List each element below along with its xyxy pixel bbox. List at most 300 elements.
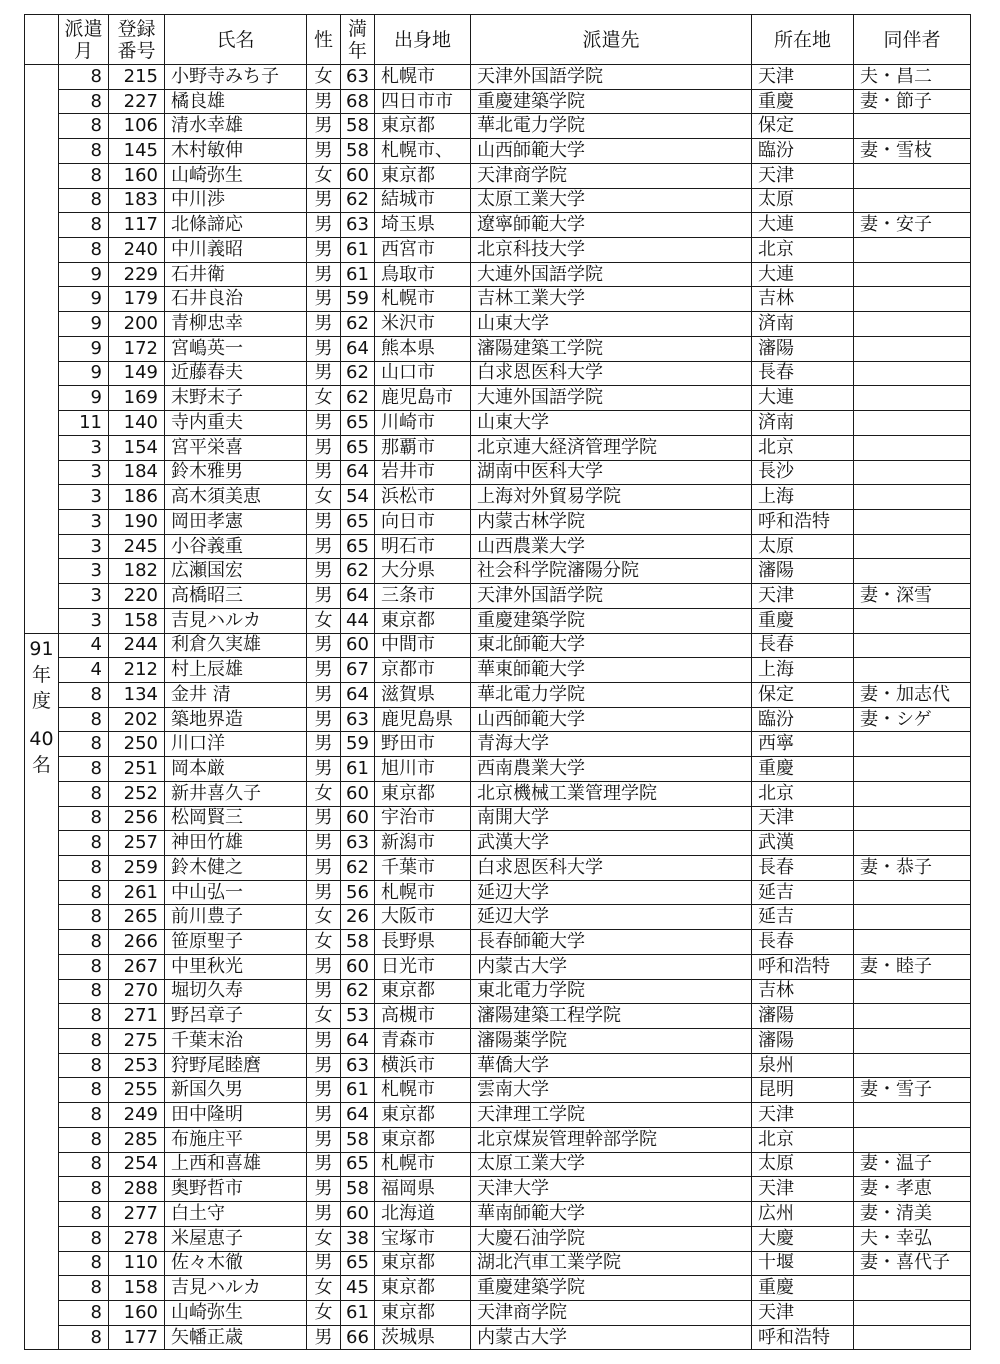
- cell-sex: 女: [307, 65, 341, 90]
- cell-location: 西寧: [752, 732, 854, 757]
- cell-month: 8: [59, 1103, 109, 1128]
- table-row: [25, 336, 971, 361]
- table-row: [25, 1078, 971, 1103]
- cell-age: 60: [341, 163, 375, 188]
- header-origin: 出身地: [375, 15, 471, 65]
- cell-location: 重慶: [752, 1276, 854, 1301]
- cell-origin: 埼玉県: [375, 213, 471, 238]
- cell-age: 63: [341, 1053, 375, 1078]
- cell-location: 武漢: [752, 831, 854, 856]
- cell-companion: [854, 411, 971, 436]
- cell-location: 瀋陽: [752, 1004, 854, 1029]
- cell-month: 8: [59, 238, 109, 263]
- table-row: [25, 1202, 971, 1227]
- cell-origin: 熊本県: [375, 336, 471, 361]
- cell-name: 利倉久実雄: [165, 633, 307, 658]
- cell-sex: 女: [307, 608, 341, 633]
- cell-month: 8: [59, 806, 109, 831]
- cell-destination: 天津外国語学院: [471, 584, 752, 609]
- cell-companion: 夫・昌二: [854, 65, 971, 90]
- cell-destination: 北京煤炭管理幹部学院: [471, 1127, 752, 1152]
- cell-origin: 東京都: [375, 781, 471, 806]
- table-row: [25, 509, 971, 534]
- cell-companion: 妻・加志代: [854, 682, 971, 707]
- cell-age: 59: [341, 732, 375, 757]
- cell-origin: 浜松市: [375, 485, 471, 510]
- cell-location: 北京: [752, 435, 854, 460]
- cell-age: 61: [341, 262, 375, 287]
- cell-registration-number: 145: [109, 139, 165, 164]
- cell-registration-number: 220: [109, 584, 165, 609]
- cell-name: 奥野哲市: [165, 1177, 307, 1202]
- cell-name: 笹原聖子: [165, 930, 307, 955]
- cell-companion: [854, 608, 971, 633]
- cell-destination: 瀋陽建築工学院: [471, 336, 752, 361]
- cell-companion: [854, 485, 971, 510]
- cell-sex: 男: [307, 336, 341, 361]
- roster-table-wrapper: [24, 14, 971, 1350]
- cell-age: 58: [341, 139, 375, 164]
- cell-sex: 女: [307, 781, 341, 806]
- cell-sex: 男: [307, 806, 341, 831]
- cell-sex: 男: [307, 1053, 341, 1078]
- cell-age: 64: [341, 336, 375, 361]
- cell-name: 佐々木徹: [165, 1251, 307, 1276]
- cell-month: 3: [59, 559, 109, 584]
- cell-companion: [854, 880, 971, 905]
- cell-registration-number: 259: [109, 856, 165, 881]
- table-row: [25, 1152, 971, 1177]
- cell-origin: 滋賀県: [375, 682, 471, 707]
- cell-destination: 大連外国語学院: [471, 262, 752, 287]
- cell-age: 61: [341, 757, 375, 782]
- cell-registration-number: 215: [109, 65, 165, 90]
- table-row: [25, 485, 971, 510]
- cell-location: 天津: [752, 806, 854, 831]
- cell-registration-number: 117: [109, 213, 165, 238]
- table-row: [25, 534, 971, 559]
- cell-companion: 妻・孝恵: [854, 1177, 971, 1202]
- table-row: [25, 1053, 971, 1078]
- cell-sex: 女: [307, 1300, 341, 1325]
- cell-month: 8: [59, 930, 109, 955]
- cell-location: 吉林: [752, 287, 854, 312]
- cell-registration-number: 250: [109, 732, 165, 757]
- section-label-part: 40: [29, 727, 54, 750]
- cell-destination: 天津外国語学院: [471, 65, 752, 90]
- cell-location: 瀋陽: [752, 1029, 854, 1054]
- cell-registration-number: 149: [109, 361, 165, 386]
- cell-companion: 妻・睦子: [854, 954, 971, 979]
- cell-sex: 男: [307, 658, 341, 683]
- cell-name: 高橋昭三: [165, 584, 307, 609]
- cell-registration-number: 271: [109, 1004, 165, 1029]
- cell-month: 8: [59, 139, 109, 164]
- cell-name: 中山弘一: [165, 880, 307, 905]
- cell-month: 8: [59, 1078, 109, 1103]
- cell-companion: [854, 163, 971, 188]
- cell-month: 8: [59, 757, 109, 782]
- cell-location: 大連: [752, 386, 854, 411]
- cell-companion: [854, 262, 971, 287]
- cell-destination: 山東大学: [471, 411, 752, 436]
- cell-registration-number: 252: [109, 781, 165, 806]
- cell-sex: 男: [307, 1325, 341, 1350]
- cell-destination: 山西師範大学: [471, 707, 752, 732]
- cell-month: 9: [59, 312, 109, 337]
- cell-registration-number: 288: [109, 1177, 165, 1202]
- cell-origin: 米沢市: [375, 312, 471, 337]
- cell-destination: 華北電力学院: [471, 114, 752, 139]
- cell-name: 中里秋光: [165, 954, 307, 979]
- cell-location: 大連: [752, 213, 854, 238]
- cell-registration-number: 257: [109, 831, 165, 856]
- cell-companion: [854, 386, 971, 411]
- cell-age: 62: [341, 188, 375, 213]
- cell-companion: [854, 114, 971, 139]
- cell-age: 64: [341, 1103, 375, 1128]
- cell-destination: 上海対外貿易学院: [471, 485, 752, 510]
- table-row: [25, 411, 971, 436]
- cell-origin: 日光市: [375, 954, 471, 979]
- cell-origin: 東京都: [375, 1127, 471, 1152]
- cell-sex: 男: [307, 460, 341, 485]
- cell-location: 北京: [752, 781, 854, 806]
- cell-age: 62: [341, 979, 375, 1004]
- cell-age: 65: [341, 411, 375, 436]
- cell-origin: 東京都: [375, 1103, 471, 1128]
- cell-companion: [854, 312, 971, 337]
- section-header-cell: [25, 15, 59, 65]
- cell-origin: 那覇市: [375, 435, 471, 460]
- table-row: [25, 262, 971, 287]
- cell-location: 天津: [752, 1103, 854, 1128]
- cell-name: 山崎弥生: [165, 1300, 307, 1325]
- cell-destination: 天津大学: [471, 1177, 752, 1202]
- cell-month: 9: [59, 262, 109, 287]
- table-row: [25, 1251, 971, 1276]
- table-row: [25, 880, 971, 905]
- cell-origin: 東京都: [375, 1251, 471, 1276]
- cell-registration-number: 106: [109, 114, 165, 139]
- cell-origin: 東京都: [375, 1300, 471, 1325]
- cell-age: 62: [341, 361, 375, 386]
- header-companion: 同伴者: [854, 15, 971, 65]
- cell-companion: [854, 435, 971, 460]
- cell-age: 56: [341, 880, 375, 905]
- cell-month: 8: [59, 781, 109, 806]
- table-row: [25, 781, 971, 806]
- cell-registration-number: 200: [109, 312, 165, 337]
- cell-destination: 長春師範大学: [471, 930, 752, 955]
- cell-registration-number: 154: [109, 435, 165, 460]
- cell-month: 3: [59, 460, 109, 485]
- cell-origin: 宇治市: [375, 806, 471, 831]
- cell-location: 長沙: [752, 460, 854, 485]
- cell-sex: 男: [307, 238, 341, 263]
- cell-month: 8: [59, 954, 109, 979]
- cell-name: 末野末子: [165, 386, 307, 411]
- cell-location: 呼和浩特: [752, 1325, 854, 1350]
- cell-origin: 山口市: [375, 361, 471, 386]
- cell-location: 重慶: [752, 757, 854, 782]
- table-row: [25, 1004, 971, 1029]
- cell-age: 45: [341, 1276, 375, 1301]
- cell-registration-number: 140: [109, 411, 165, 436]
- cell-location: 保定: [752, 682, 854, 707]
- cell-name: 岡田孝憲: [165, 509, 307, 534]
- cell-sex: 男: [307, 954, 341, 979]
- cell-origin: 東京都: [375, 163, 471, 188]
- cell-sex: 男: [307, 361, 341, 386]
- cell-companion: [854, 1004, 971, 1029]
- cell-sex: 男: [307, 707, 341, 732]
- cell-companion: [854, 1127, 971, 1152]
- cell-companion: 妻・雪枝: [854, 139, 971, 164]
- cell-age: 61: [341, 1078, 375, 1103]
- cell-sex: 女: [307, 905, 341, 930]
- cell-destination: 吉林工業大学: [471, 287, 752, 312]
- cell-sex: 女: [307, 930, 341, 955]
- table-row: [25, 930, 971, 955]
- cell-location: 長春: [752, 633, 854, 658]
- cell-companion: [854, 1029, 971, 1054]
- cell-month: 8: [59, 1300, 109, 1325]
- cell-companion: [854, 460, 971, 485]
- cell-location: 天津: [752, 584, 854, 609]
- roster-body: [25, 65, 971, 1350]
- cell-month: 3: [59, 584, 109, 609]
- cell-sex: 男: [307, 213, 341, 238]
- cell-sex: 男: [307, 411, 341, 436]
- cell-sex: 男: [307, 435, 341, 460]
- table-row: [25, 633, 971, 658]
- cell-age: 65: [341, 1152, 375, 1177]
- cell-location: 重慶: [752, 89, 854, 114]
- cell-companion: 妻・温子: [854, 1152, 971, 1177]
- cell-age: 38: [341, 1226, 375, 1251]
- cell-age: 58: [341, 1127, 375, 1152]
- cell-sex: 男: [307, 1152, 341, 1177]
- cell-sex: 男: [307, 1103, 341, 1128]
- table-row: [25, 608, 971, 633]
- cell-month: 8: [59, 732, 109, 757]
- cell-name: 高木須美恵: [165, 485, 307, 510]
- cell-origin: 千葉市: [375, 856, 471, 881]
- cell-name: 上西和喜雄: [165, 1152, 307, 1177]
- cell-registration-number: 267: [109, 954, 165, 979]
- cell-age: 63: [341, 65, 375, 90]
- cell-registration-number: 186: [109, 485, 165, 510]
- cell-name: 千葉末治: [165, 1029, 307, 1054]
- table-row: [25, 806, 971, 831]
- cell-month: 8: [59, 65, 109, 90]
- cell-sex: 男: [307, 1202, 341, 1227]
- table-row: [25, 954, 971, 979]
- cell-month: 8: [59, 1029, 109, 1054]
- cell-origin: 札幌市、: [375, 139, 471, 164]
- cell-location: 大慶: [752, 1226, 854, 1251]
- cell-sex: 男: [307, 584, 341, 609]
- cell-name: 松岡賢三: [165, 806, 307, 831]
- cell-location: 太原: [752, 188, 854, 213]
- cell-destination: 西南農業大学: [471, 757, 752, 782]
- cell-age: 61: [341, 238, 375, 263]
- cell-origin: 鳥取市: [375, 262, 471, 287]
- cell-name: 米屋恵子: [165, 1226, 307, 1251]
- cell-name: 堀切久寿: [165, 979, 307, 1004]
- cell-registration-number: 265: [109, 905, 165, 930]
- cell-origin: 明石市: [375, 534, 471, 559]
- cell-companion: [854, 658, 971, 683]
- cell-destination: 社会科学院瀋陽分院: [471, 559, 752, 584]
- cell-origin: 大分県: [375, 559, 471, 584]
- cell-sex: 男: [307, 559, 341, 584]
- cell-origin: 鹿児島県: [375, 707, 471, 732]
- cell-registration-number: 255: [109, 1078, 165, 1103]
- cell-location: 呼和浩特: [752, 954, 854, 979]
- cell-registration-number: 278: [109, 1226, 165, 1251]
- cell-destination: 重慶建築学院: [471, 608, 752, 633]
- cell-origin: 茨城県: [375, 1325, 471, 1350]
- cell-age: 58: [341, 1177, 375, 1202]
- cell-location: 済南: [752, 411, 854, 436]
- cell-name: 山崎弥生: [165, 163, 307, 188]
- cell-origin: 横浜市: [375, 1053, 471, 1078]
- cell-name: 石井良治: [165, 287, 307, 312]
- cell-name: 宮平栄喜: [165, 435, 307, 460]
- cell-registration-number: 244: [109, 633, 165, 658]
- cell-sex: 男: [307, 312, 341, 337]
- cell-month: 8: [59, 1152, 109, 1177]
- table-row: [25, 707, 971, 732]
- cell-destination: 重慶建築学院: [471, 1276, 752, 1301]
- cell-age: 53: [341, 1004, 375, 1029]
- cell-location: 長春: [752, 930, 854, 955]
- table-row: [25, 979, 971, 1004]
- cell-destination: 大慶石油学院: [471, 1226, 752, 1251]
- cell-sex: 男: [307, 732, 341, 757]
- cell-age: 60: [341, 1202, 375, 1227]
- cell-name: 木村敏伸: [165, 139, 307, 164]
- cell-registration-number: 184: [109, 460, 165, 485]
- cell-location: 大連: [752, 262, 854, 287]
- cell-origin: 宝塚市: [375, 1226, 471, 1251]
- cell-destination: 重慶建築学院: [471, 89, 752, 114]
- cell-location: 瀋陽: [752, 559, 854, 584]
- cell-age: 64: [341, 584, 375, 609]
- section-label-part: 度: [31, 689, 51, 712]
- cell-companion: 妻・雪子: [854, 1078, 971, 1103]
- cell-sex: 女: [307, 163, 341, 188]
- cell-origin: 西宮市: [375, 238, 471, 263]
- cell-origin: 新潟市: [375, 831, 471, 856]
- table-row: [25, 1177, 971, 1202]
- cell-name: 田中隆明: [165, 1103, 307, 1128]
- cell-name: 石井衛: [165, 262, 307, 287]
- cell-registration-number: 212: [109, 658, 165, 683]
- cell-name: 前川豊子: [165, 905, 307, 930]
- cell-registration-number: 285: [109, 1127, 165, 1152]
- cell-name: 築地界造: [165, 707, 307, 732]
- header-row: [25, 15, 971, 65]
- header-location: 所在地: [752, 15, 854, 65]
- section-label-part: 91: [29, 637, 54, 660]
- cell-location: 済南: [752, 312, 854, 337]
- section-label-part: 年: [31, 663, 51, 686]
- cell-age: 62: [341, 312, 375, 337]
- cell-destination: 天津商学院: [471, 1300, 752, 1325]
- cell-age: 60: [341, 781, 375, 806]
- header-age: 満 年: [341, 15, 375, 65]
- cell-location: 北京: [752, 1127, 854, 1152]
- table-row: [25, 732, 971, 757]
- cell-name: 橘良雄: [165, 89, 307, 114]
- table-row: [25, 89, 971, 114]
- cell-month: 8: [59, 856, 109, 881]
- cell-destination: 雲南大学: [471, 1078, 752, 1103]
- cell-destination: 内蒙古林学院: [471, 509, 752, 534]
- cell-name: 小谷義重: [165, 534, 307, 559]
- cell-location: 昆明: [752, 1078, 854, 1103]
- cell-name: 新井喜久子: [165, 781, 307, 806]
- cell-origin: 三条市: [375, 584, 471, 609]
- cell-origin: 大阪市: [375, 905, 471, 930]
- table-row: [25, 361, 971, 386]
- table-row: [25, 831, 971, 856]
- cell-registration-number: 158: [109, 1276, 165, 1301]
- cell-companion: 妻・清美: [854, 1202, 971, 1227]
- cell-origin: 京都市: [375, 658, 471, 683]
- cell-registration-number: 229: [109, 262, 165, 287]
- cell-name: 鈴木健之: [165, 856, 307, 881]
- cell-registration-number: 277: [109, 1202, 165, 1227]
- cell-location: 北京: [752, 238, 854, 263]
- cell-origin: 東京都: [375, 1276, 471, 1301]
- cell-month: 9: [59, 336, 109, 361]
- cell-name: 川口洋: [165, 732, 307, 757]
- cell-age: 59: [341, 287, 375, 312]
- cell-month: 3: [59, 534, 109, 559]
- cell-origin: 東京都: [375, 114, 471, 139]
- cell-companion: [854, 757, 971, 782]
- cell-registration-number: 256: [109, 806, 165, 831]
- cell-destination: 山西農業大学: [471, 534, 752, 559]
- cell-origin: 中間市: [375, 633, 471, 658]
- table-row: [25, 559, 971, 584]
- table-row: [25, 1325, 971, 1350]
- cell-age: 63: [341, 213, 375, 238]
- cell-registration-number: 251: [109, 757, 165, 782]
- cell-location: 泉州: [752, 1053, 854, 1078]
- cell-origin: 鹿児島市: [375, 386, 471, 411]
- cell-sex: 男: [307, 831, 341, 856]
- table-row: [25, 1300, 971, 1325]
- cell-companion: [854, 559, 971, 584]
- cell-name: 中川渉: [165, 188, 307, 213]
- cell-destination: 延辺大学: [471, 880, 752, 905]
- header-registration-number: 登録 番号: [109, 15, 165, 65]
- cell-month: 8: [59, 880, 109, 905]
- cell-location: 臨汾: [752, 707, 854, 732]
- cell-origin: 北海道: [375, 1202, 471, 1227]
- cell-destination: 北京機械工業管理学院: [471, 781, 752, 806]
- cell-origin: 長野県: [375, 930, 471, 955]
- cell-name: 吉見ハルカ: [165, 1276, 307, 1301]
- cell-registration-number: 169: [109, 386, 165, 411]
- cell-location: 重慶: [752, 608, 854, 633]
- section-label-part: 名: [31, 753, 51, 776]
